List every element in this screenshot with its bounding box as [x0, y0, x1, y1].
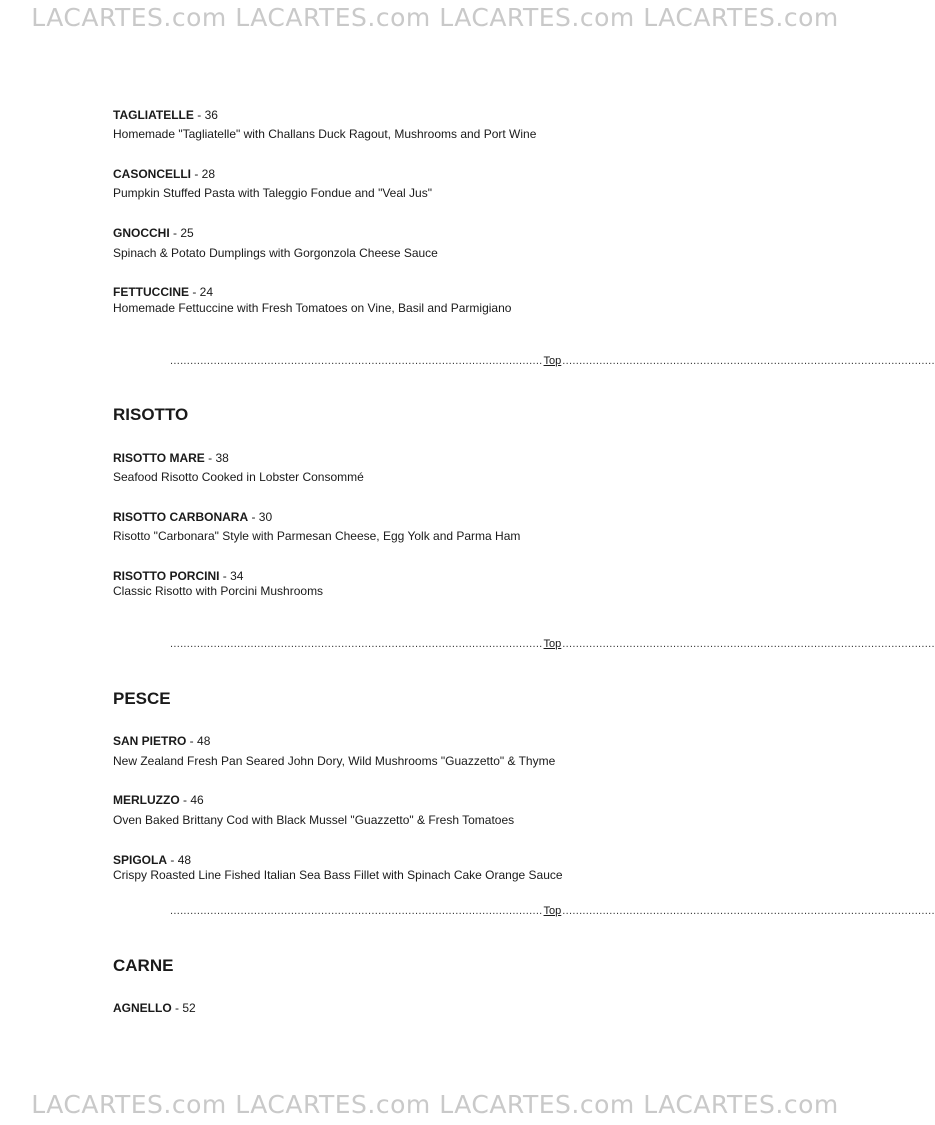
dish-price: 46: [190, 793, 204, 807]
dish-price: 34: [230, 569, 244, 583]
price-separator: -: [219, 569, 231, 583]
menu-item-name: [113, 793, 204, 807]
dish-name: MERLUZZO: [113, 793, 180, 807]
menu-item-name: [113, 1001, 196, 1015]
menu-item-name: [113, 510, 272, 524]
top-divider: [170, 904, 935, 918]
menu-item-name: [113, 226, 194, 240]
dotted-leader: ...............................................................................................................: [170, 355, 543, 367]
menu-item-name: [113, 451, 229, 465]
dish-name: TAGLIATELLE: [113, 108, 194, 122]
dish-description: Seafood Risotto Cooked in Lobster Consommé: [113, 470, 364, 484]
dish-price: 52: [182, 1001, 196, 1015]
menu-item-name: [113, 734, 210, 748]
dish-description: Crispy Roasted Line Fished Italian Sea Bass Fillet with Spinach Cake Orange Sauce: [113, 868, 563, 882]
menu-item-name: [113, 569, 243, 583]
dish-name: RISOTTO PORCINI: [113, 569, 220, 583]
price-separator: -: [186, 734, 198, 748]
top-link[interactable]: Top: [543, 355, 562, 367]
dish-description: New Zealand Fresh Pan Seared John Dory, Wild Mushrooms "Guazzetto" & Thyme: [113, 754, 556, 768]
price-separator: -: [189, 285, 200, 299]
top-link[interactable]: Top: [543, 638, 562, 650]
dish-name: AGNELLO: [113, 1001, 172, 1015]
menu-item-name: [113, 167, 215, 181]
menu-item-name: [113, 108, 218, 122]
menu-item-name: [113, 853, 191, 867]
price-separator: -: [248, 510, 259, 524]
top-divider: [170, 354, 935, 368]
dish-name: RISOTTO MARE: [113, 451, 205, 465]
dish-description: Spinach & Potato Dumplings with Gorgonzola Cheese Sauce: [113, 246, 438, 260]
watermark-bottom: LACARTES.com LACARTES.com LACARTES.com LACARTES.com: [31, 1090, 839, 1119]
dish-price: 30: [258, 510, 273, 524]
price-separator: -: [193, 108, 205, 122]
price-separator: -: [191, 167, 202, 181]
section-heading-risotto: RISOTTO: [113, 405, 189, 424]
dotted-leader: ...............................................................................................................: [562, 355, 935, 367]
top-divider: [170, 637, 935, 651]
dotted-leader: ...............................................................................................................: [562, 905, 935, 917]
dish-description: Oven Baked Brittany Cod with Black Mussel "Guazzetto" & Fresh Tomatoes: [113, 813, 515, 827]
section-heading-carne: CARNE: [113, 956, 174, 975]
price-separator: -: [169, 226, 181, 240]
dish-name: SPIGOLA: [113, 853, 168, 867]
price-separator: -: [204, 451, 216, 465]
dish-description: Homemade Fettuccine with Fresh Tomatoes on Vine, Basil and Parmigiano: [113, 301, 512, 315]
top-link[interactable]: Top: [543, 905, 562, 917]
price-separator: -: [167, 853, 178, 867]
dish-name: RISOTTO CARBONARA: [113, 510, 249, 524]
dish-price: 24: [199, 285, 214, 299]
dish-price: 48: [177, 853, 192, 867]
dish-description: Classic Risotto with Porcini Mushrooms: [113, 584, 324, 598]
dish-description: Risotto "Carbonara" Style with Parmesan Cheese, Egg Yolk and Parma Ham: [113, 529, 521, 543]
dish-price: 25: [180, 226, 194, 240]
dotted-leader: ...............................................................................................................: [170, 638, 543, 650]
dish-price: 28: [201, 167, 216, 181]
price-separator: -: [171, 1001, 183, 1015]
dish-price: 38: [215, 451, 229, 465]
section-heading-pesce: PESCE: [113, 689, 171, 708]
dish-price: 48: [197, 734, 211, 748]
dish-name: SAN PIETRO: [113, 734, 187, 748]
watermark-top: LACARTES.com LACARTES.com LACARTES.com LACARTES.com: [31, 3, 839, 32]
dish-price: 36: [204, 108, 218, 122]
dish-description: Homemade "Tagliatelle" with Challans Duck Ragout, Mushrooms and Port Wine: [113, 127, 537, 141]
menu-item-name: [113, 285, 213, 299]
dotted-leader: ...............................................................................................................: [562, 638, 935, 650]
dotted-leader: ...............................................................................................................: [170, 905, 543, 917]
dish-name: GNOCCHI: [113, 226, 170, 240]
dish-name: FETTUCCINE: [113, 285, 189, 299]
dish-description: Pumpkin Stuffed Pasta with Taleggio Fondue and "Veal Jus": [113, 186, 432, 200]
dish-name: CASONCELLI: [113, 167, 191, 181]
price-separator: -: [179, 793, 191, 807]
